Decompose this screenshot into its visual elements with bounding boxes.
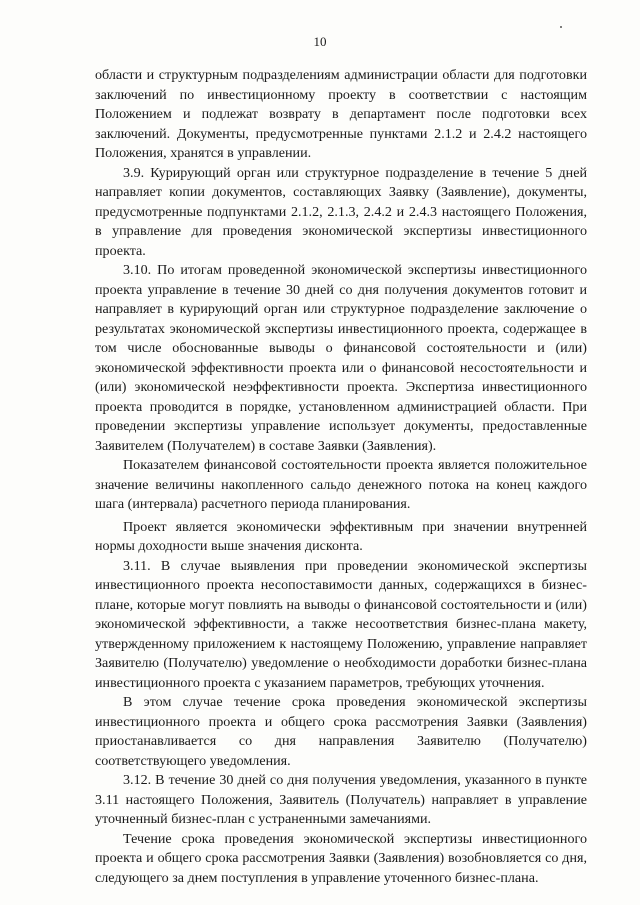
- document-body: [95, 66, 587, 888]
- page-number: 10: [313, 34, 327, 49]
- paragraph-resumption: Течение срока проведения экономической экспертизы инвестиционного проекта и общего срока рассмотрения Заявки (Заявления) возобновляется со дня, следующего за днем поступления в управление уточенного бизнес-плана.: [95, 830, 587, 886]
- paragraph-suspension: В этом случае течение срока проведения экономической экспертизы инвестиционного проекта и общего срока рассмотрения Заявки (Заявления) приостанавливается со дня направления Заявителю (Получателю) соответствующего уведомления.: [95, 694, 587, 769]
- paragraph-3-10: 3.10. По итогам проведенной экономической экспертизы инвестиционного проекта управление в течение 30 дней со дня получения документов готовит и направляет в курирующий орган или структурное подразделение заключение о результатах экономической экспертизы инвестиционного проекта, содержащее в том числе обоснованные выводы о финансовой состоятельности и (или) экономической эффективности проекта или о финансовой несостоятельности и (или) экономической неэффективности проекта. Экспертиза инвестиционного проекта проводится в порядке, установленном администрацией области. При проведении экспертизы управление использует документы, предоставленные Заявителем (Получателем) в составе Заявки (Заявления).: [95, 262, 587, 454]
- paragraph-continuation: области и структурным подразделениям администрации области для подготовки заключений по инвестиционному проекту в соответствии с настоящим Положением и подлежат возврату в департамент после подготовки всех заключений. Документы, предусмотренные пунктами 2.1.2 и 2.4.2 настоящего Положения, хранятся в управлении.: [95, 67, 587, 161]
- paragraph-3-12: 3.12. В течение 30 дней со дня получения уведомления, указанного в пункте 3.11 настоящего Положения, Заявитель (Получатель) направляет в управление уточненный бизнес-план с устраненными замечаниями.: [95, 772, 587, 827]
- paragraph-economic-efficiency: Проект является экономически эффективным при значении внутренней нормы доходности выше значения дисконта.: [95, 518, 587, 554]
- scan-mark: [560, 26, 562, 28]
- paragraph-financial-viability: Показателем финансовой состоятельности проекта является положительное значение величины накопленного сальдо денежного потока на конец каждого шага (интервала) расчетного периода планирования.: [95, 457, 587, 512]
- paragraph-3-11: 3.11. В случае выявления при проведении экономической экспертизы инвестиционного проекта несопоставимости данных, содержащихся в бизнес-плане, которые могут повлиять на выводы о финансовой состоятельности и (или) экономической эффективности, а также несоответствия бизнес-плана макету, утвержденному приложением к настоящему Положению, управление направляет Заявителю (Получателю) уведомление о необходимости доработки бизнес-плана инвестиционного проекта с указанием параметров, требующих уточнения.: [95, 557, 587, 691]
- paragraph-3-9: 3.9. Курирующий орган или структурное подразделение в течение 5 дней направляет копии документов, составляющих Заявку (Заявление), документы, предусмотренные подпунктами 2.1.2, 2.1.3, 2.4.2 и 2.4.3 настоящего Положения, в управление для проведения экономической экспертизы инвестиционного проекта.: [95, 164, 587, 259]
